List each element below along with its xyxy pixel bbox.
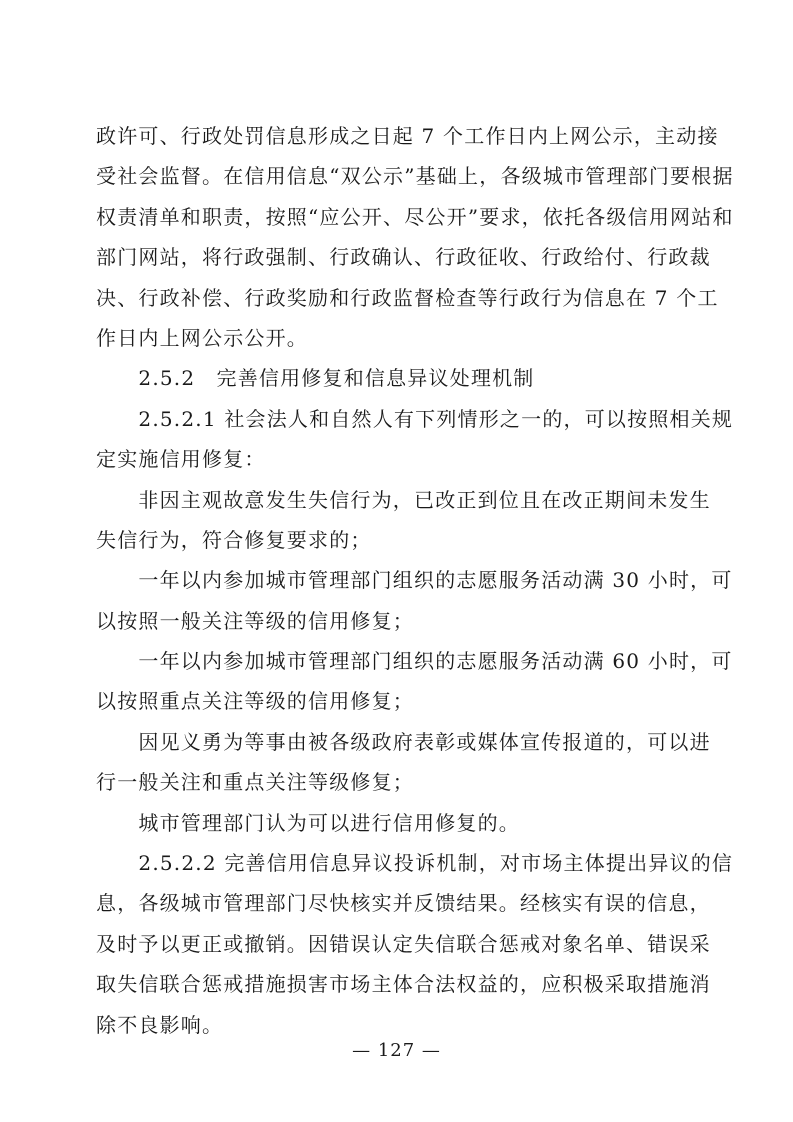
text-line: 2.5.2.2 完善信用信息异议投诉机制，对市场主体提出异议的信 xyxy=(96,851,734,876)
text-line: 权责清单和职责，按照“应公开、尽公开”要求，依托各级信用网站和 xyxy=(96,204,734,229)
body-text xyxy=(96,116,734,1045)
section-heading: 2.5.2 完善信用修复和信息异议处理机制 xyxy=(96,366,535,391)
text-line: 及时予以更正或撤销。因错误认定失信联合惩戒对象名单、错误采 xyxy=(96,931,711,956)
text-line: 作日内上网公示公开。 xyxy=(96,325,308,350)
text-line: 受社会监督。在信用信息“双公示”基础上，各级城市管理部门要根据 xyxy=(96,164,734,189)
text-line: 非因主观故意发生失信行为，已改正到位且在改正期间未发生 xyxy=(96,487,711,512)
text-line: 2.5.2.1 社会法人和自然人有下列情形之一的，可以按照相关规 xyxy=(96,406,734,431)
text-line: 一年以内参加城市管理部门组织的志愿服务活动满 30 小时，可 xyxy=(96,568,733,593)
text-line: 一年以内参加城市管理部门组织的志愿服务活动满 60 小时，可 xyxy=(96,649,733,674)
page-number: — 127 — xyxy=(352,1040,441,1061)
text-line: 息，各级城市管理部门尽快核实并反馈结果。经核实有误的信息， xyxy=(96,891,711,916)
text-line: 失信行为，符合修复要求的； xyxy=(96,527,372,552)
text-line: 政许可、行政处罚信息形成之日起 7 个工作日内上网公示，主动接 xyxy=(96,124,719,148)
text-line: 因见义勇为等事由被各级政府表彰或媒体宣传报道的，可以进 xyxy=(96,729,711,754)
text-line: 以按照重点关注等级的信用修复； xyxy=(96,689,414,714)
text-line: 部门网站，将行政强制、行政确认、行政征收、行政给付、行政裁 xyxy=(96,245,711,270)
text-line: 取失信联合惩戒措施损害市场主体合法权益的，应积极采取措施消 xyxy=(96,972,711,997)
text-line: 定实施信用修复： xyxy=(96,447,266,472)
text-line: 除不良影响。 xyxy=(96,1012,224,1037)
text-line: 以按照一般关注等级的信用修复； xyxy=(96,608,414,633)
text-line: 决、行政补偿、行政奖励和行政监督检查等行政行为信息在 7 个工 xyxy=(96,285,719,310)
text-line: 行一般关注和重点关注等级修复； xyxy=(96,770,414,795)
text-line: 城市管理部门认为可以进行信用修复的。 xyxy=(96,810,520,835)
